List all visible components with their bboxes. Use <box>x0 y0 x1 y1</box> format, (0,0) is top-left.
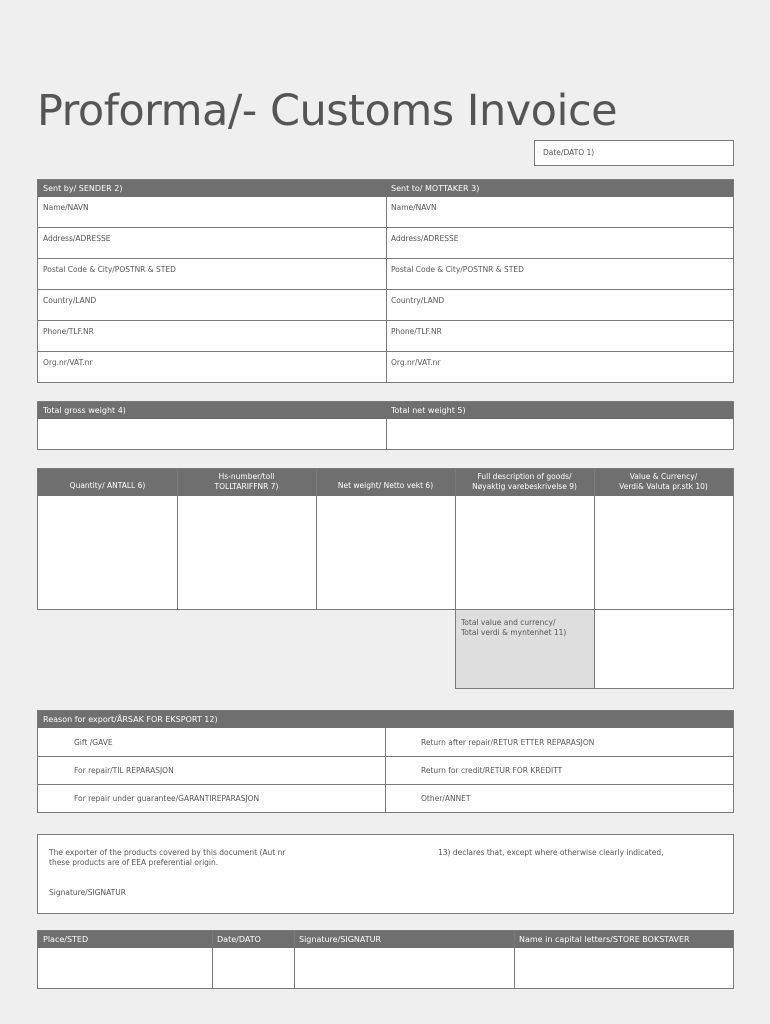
declaration-text-right: 13) declares that, except where otherwise clearly indicated, <box>438 848 664 857</box>
reason-return-for-credit-option[interactable]: Return for credit/RETUR FOR KREDITT <box>421 766 563 775</box>
gross-weight-label: Total gross weight 4) <box>43 406 126 415</box>
quantity-column-header: Quantity/ ANTALL 6) <box>69 481 146 490</box>
page-title: Proforma/- Customs Invoice <box>37 86 618 136</box>
date-footer-label: Date/DATO <box>217 935 261 944</box>
hs-number-cell[interactable] <box>178 496 316 609</box>
net-weight-label: Total net weight 5) <box>391 406 466 415</box>
weights-section <box>37 401 734 450</box>
declaration-text-line2: these products are of EEA preferential origin. <box>49 858 219 867</box>
place-input[interactable] <box>38 948 212 988</box>
declaration-text-left: The exporter of the products covered by this document (Aut nr <box>49 848 286 857</box>
receiver-postal-field[interactable]: Postal Code & City/POSTNR & STED <box>391 265 524 274</box>
hs-number-column-header: Hs-number/toll TOLLTARIFFNR 7) <box>214 471 279 491</box>
place-label: Place/STED <box>43 935 89 944</box>
receiver-address-field[interactable]: Address/ADRESSE <box>391 234 459 243</box>
sender-address-field[interactable]: Address/ADRESSE <box>43 234 111 243</box>
items-table <box>37 468 734 689</box>
receiver-phone-field[interactable]: Phone/TLF.NR <box>391 327 442 336</box>
total-value-input[interactable] <box>594 609 734 689</box>
net-weight-column-header: Net weight/ Netto vekt 6) <box>337 481 434 490</box>
declaration-box <box>37 834 734 914</box>
name-capitals-label: Name in capital letters/STORE BOKSTAVER <box>519 935 690 944</box>
address-header-bar <box>38 180 733 197</box>
sender-phone-field[interactable]: Phone/TLF.NR <box>43 327 94 336</box>
reason-section <box>37 710 734 813</box>
signature-input[interactable] <box>295 948 514 988</box>
receiver-country-field[interactable]: Country/LAND <box>391 296 445 305</box>
net-weight-cell[interactable] <box>317 496 455 609</box>
reason-header-bar <box>38 711 733 728</box>
net-weight-input[interactable] <box>387 419 733 450</box>
description-column-header: Full description of goods/ Nøyaktig varebeskrivelse 9) <box>472 471 577 491</box>
weights-header-bar <box>38 402 733 419</box>
receiver-header: Sent to/ MOTTAKER 3) <box>391 184 480 193</box>
declaration-signature-label[interactable]: Signature/SIGNATUR <box>49 888 126 897</box>
reason-for-repair-option[interactable]: For repair/TIL REPARASJON <box>74 766 174 775</box>
address-section <box>37 179 734 383</box>
date-label: Date/DATO 1) <box>543 148 595 157</box>
receiver-vat-field[interactable]: Org.nr/VAT.nr <box>391 358 441 367</box>
total-value-label-cell <box>455 609 595 689</box>
sender-postal-field[interactable]: Postal Code & City/POSTNR & STED <box>43 265 176 274</box>
description-cell[interactable] <box>456 496 594 609</box>
total-value-label: Total value and currency/ Total verdi & myntenhet 11) <box>461 618 567 637</box>
gross-weight-input[interactable] <box>38 419 386 450</box>
reason-header: Reason for export/ÅRSAK FOR EKSPORT 12) <box>43 715 218 724</box>
reason-gift-option[interactable]: Gift /GAVE <box>74 738 113 747</box>
name-capitals-input[interactable] <box>515 948 733 988</box>
sender-vat-field[interactable]: Org.nr/VAT.nr <box>43 358 93 367</box>
signature-section <box>37 930 734 989</box>
value-column-header: Value & Currency/ Verdi& Valuta pr.stk 10) <box>619 471 708 491</box>
date-input[interactable] <box>213 948 294 988</box>
date-field[interactable] <box>534 140 734 166</box>
quantity-cell[interactable] <box>38 496 177 609</box>
reason-return-after-repair-option[interactable]: Return after repair/RETUR ETTER REPARASJON <box>421 738 595 747</box>
sender-country-field[interactable]: Country/LAND <box>43 296 97 305</box>
reason-repair-guarantee-option[interactable]: For repair under guarantee/GARANTIREPARASJON <box>74 794 260 803</box>
sender-header: Sent by/ SENDER 2) <box>43 184 123 193</box>
reason-other-option[interactable]: Other/ANNET <box>421 794 471 803</box>
sender-name-field[interactable]: Name/NAVN <box>43 203 89 212</box>
signature-label: Signature/SIGNATUR <box>299 935 382 944</box>
value-cell[interactable] <box>595 496 733 609</box>
signature-header-bar <box>38 931 733 948</box>
receiver-name-field[interactable]: Name/NAVN <box>391 203 437 212</box>
